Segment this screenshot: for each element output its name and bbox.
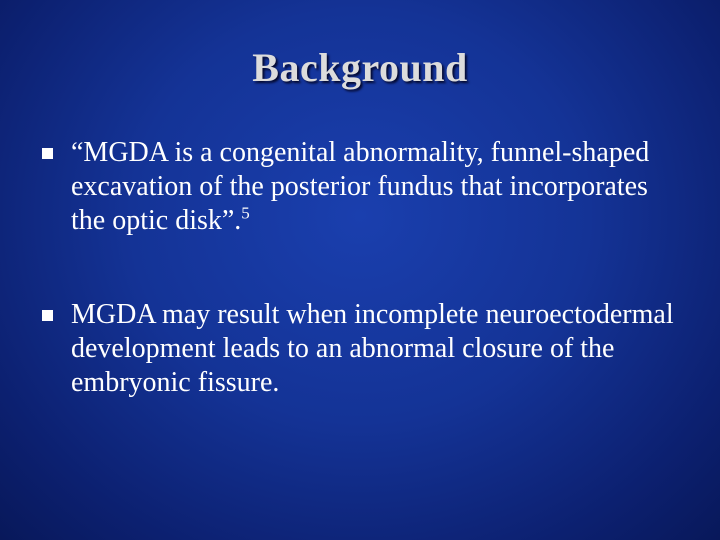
citation-superscript: 5: [241, 203, 250, 223]
slide-title: Background: [252, 45, 468, 90]
square-bullet-icon: [42, 148, 53, 159]
bullet-text: MGDA may result when incomplete neuroectodermal development leads to an abnormal closure of the embryonic fissure.: [71, 299, 674, 398]
bullet-item: [42, 136, 682, 238]
bullet-list: [42, 136, 682, 460]
bullet-text: “MGDA is a congenital abnormality, funnel-shaped excavation of the posterior fundus that incorporates the optic disk”.: [71, 137, 650, 236]
bullet-item: [42, 298, 682, 400]
square-bullet-icon: [42, 310, 53, 321]
